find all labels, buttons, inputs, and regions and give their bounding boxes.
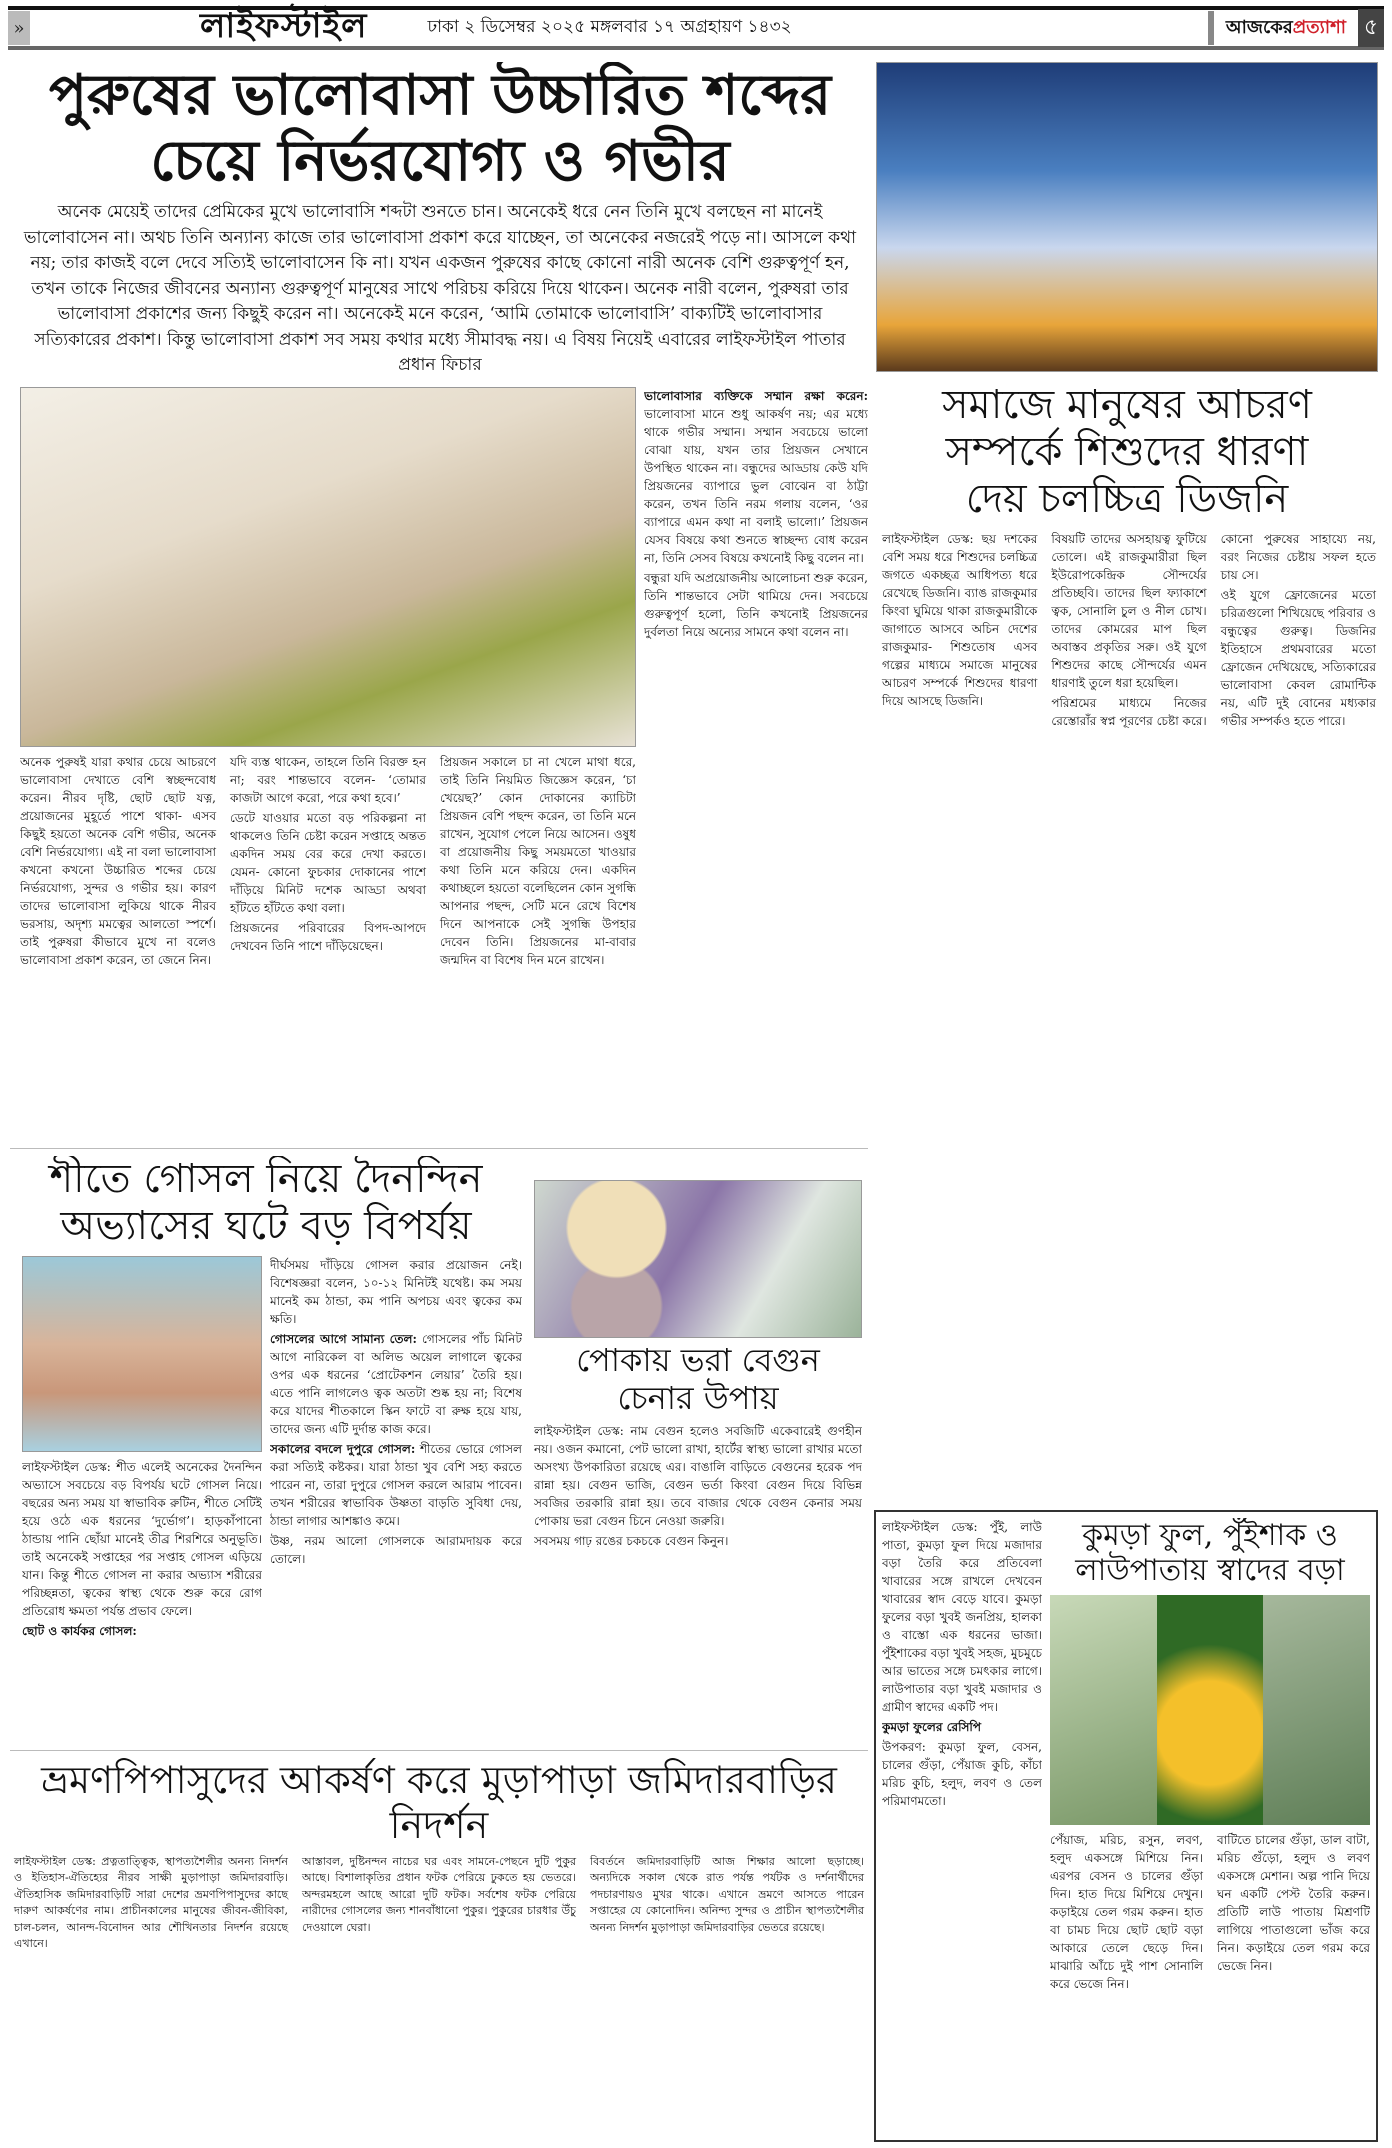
headline-line: সম্পর্কে শিশুদের ধারণা (945, 429, 1309, 476)
lead-side-column (644, 387, 868, 1142)
paragraph: প্রিয়জন সকালে চা না খেলে মাথা ধরে, তাই তিনি নিয়মিত জিজ্ঞেস করেন, ‘চা খেয়েছ?’ কোন দোকানের ক্যাচিটা প্রিয়জন বেশি পছন্দ করেন, তা তিনি মনে রাখেন, সুযোগ পেলে নিয়ে আসেন। ওষুধ বা প্রয়োজনীয় কিছু সময়মতো খাওয়ার কথা তিনি মনে করিয়ে দেন। একদিন কথাচ্ছলে হয়তো বলেছিলেন কোন সুগন্ধি আপনার পছন্দ, সেটি মনে রেখে বিশেষ দিনে আপনাকে সেই সুগন্ধি উপহার দেবেন তিনি। প্রিয়জনের মা-বাবার জন্মদিন বা বিশেষ দিন মনে রাখেন। (440, 754, 636, 967)
pumpkin-right (1050, 1518, 1370, 2134)
headline-line: অভ্যাসের ঘটে বড় বিপর্যয় (60, 1203, 472, 1250)
headline-line: লাউপাতায় স্বাদের বড়া (1075, 1553, 1345, 1589)
pumpkin-recipe-box (874, 1510, 1378, 2142)
paragraph: লাইফস্টাইল ডেস্ক: শীত এলেই অনেকের দৈনন্দিন অভ্যাসে সবচেয়ে বড় বিপর্যয় ঘটে গোসল নিয়ে। বছরের অন্য সময় যা স্বাভাবিক রুটিন, শীতে সেটিই হয়ে ওঠে এক ধরনের ‘দুর্ভোগ’। হাড়কাঁপানো ঠান্ডায় পানি ছোঁয়া মানেই তীব্র শিরশিরে অনুভূতি। তাই অনেকেই সপ্তাহের পর সপ্তাহ গোসল এড়িয়ে যান। কিন্তু শীতে গোসল না করার অভ্যাস শরীরের পরিচ্ছন্নতা, ত্বকের স্বাস্থ্য থেকে শুরু করে রোগ প্রতিরোধ ক্ষমতা পর্যন্ত প্রভাব ফেলে। (22, 1460, 262, 1619)
paragraph: দীর্ঘসময় দাঁড়িয়ে গোসল করার প্রয়োজন নেই। বিশেষজ্ঞরা বলেন, ১০-১২ মিনিটই যথেষ্ট। কম সময় মানেই কম ঠান্ডা, কম পানি অপচয় এবং ত্বকের কম ক্ষতি। (270, 1258, 522, 1327)
bath-body-left (22, 1458, 262, 1744)
paragraph: বন্ধুরা যদি অপ্রয়োজনীয় আলোচনা শুরু করেন, তিনি শান্তভাবে সেটা থামিয়ে দেন। সবচেয়ে গুরুত্বপূর্ণ হলো, তিনি কখনোই প্রিয়জনের দুর্বলতা নিয়ে অন্যের সামনে কথা বলেন না। (644, 570, 868, 639)
bath-left (22, 1256, 262, 1744)
paragraph: ভালোবাসা মানে শুধু আকর্ষণ নয়; এর মধ্যে থাকে গভীর সম্মান। সম্মান সবচেয়ে ভালো বোঝা যায়, যখন তার প্রিয়জন সেখানে উপস্থিত থাকেন না। বন্ধুদের আড্ডায় কেউ যদি প্রিয়জনের ব্যাপারে ভুল বোঝেন বা ঠাট্টা করেন, তখন তিনি নরম গলায় বলেন, ‘ওর ব্যাপারে এমন কথা না বলাই ভালো।’ প্রিয়জন যেসব বিষয়ে কথা শুনতে স্বাচ্ছন্দ্য বোধ করেন না, তিনি সেসব বিষয়ে কখনোই কিছু বলেন না। (644, 406, 868, 565)
zamindar-article (10, 1758, 868, 2142)
bath-content (10, 1256, 522, 1744)
divider (10, 1750, 868, 1751)
paragraph: গোসলের পাঁচ মিনিট আগে নারিকেল বা অলিভ অয়েল লাগালে ত্বকের ওপর এক ধরনের ‘প্রোটেকশন লেয়ার’ তৈরি হয়। এতে পানি লাগলেও ত্বক অতটা শুষ্ক হয় না; বিশেষ করে যাদের শীতকালে স্কিন ফাটে বা রুক্ষ হয়ে যায়, তাদের জন্য এটি দুর্দান্ত কাজ করে। (270, 1332, 522, 1437)
eggplant-article (534, 1180, 862, 1744)
subheading: সকালের বদলে দুপুরে গোসল: (270, 1442, 416, 1457)
eggplant-body (534, 1422, 862, 1745)
lead-headline-line2: চেয়ে নির্ভরযোগ্য ও গভীর (150, 128, 730, 195)
couple-photo (20, 387, 636, 747)
lead-article (10, 62, 870, 1142)
lead-headline (10, 62, 870, 194)
subheading: গোসলের আগে সামান্য তেল: (270, 1332, 417, 1347)
paragraph: বাটিতে চালের গুঁড়া, ডাল বাটা, মরিচ গুঁড়ো, হলুদ ও লবণ একসঙ্গে মেশান। অল্প পানি দিয়ে ঘন একটি পেস্ট তৈরি করুন। প্রতিটি লাউ পাতায় মিশ্রণটি লাগিয়ে পাতাগুলো ভাঁজ করে নিন। কড়াইয়ে তেল গরম করে ভেজে নিন। (1217, 1832, 1370, 1973)
paragraph: উপকরণ: কুমড়া ফুল, বেসন, চালের গুঁড়া, পেঁয়াজ কুচি, কাঁচা মরিচ কুচি, হলুদ, লবণ ও তেল পরিমাণমতো। (882, 1740, 1042, 1808)
pumpkin-method (1050, 1831, 1370, 2134)
disney-headline (876, 382, 1378, 524)
paragraph: লাইফস্টাইল ডেস্ক: ছয় দশকের বেশি সময় ধরে শিশুদের চলচ্চিত্র জগতে একচ্ছত্র আধিপত্য ধরে রেখেছে ডিজনি। ব্যাঙ রাজকুমার কিংবা ঘুমিয়ে থাকা রাজকুমারীকে জাগাতে আসবে অচিন দেশের রাজকুমার- শিশুতোষ এসব গল্পের মাধ্যমে সমাজে মানুষের আচরণ সম্পর্কে শিশুদের ধারণা দিয়ে আসছে ডিজনি। (882, 531, 1038, 708)
disney-body (876, 530, 1378, 1494)
logo-text-b: প্রত্যাশা (1292, 16, 1346, 38)
paragraph: অনেক পুরুষই যারা কথার চেয়ে আচরণে ভালোবাসা দেখাতে বেশি স্বচ্ছন্দবোধ করেন। নীরব দৃষ্টি, ছোট ছোট যত্ন, প্রয়োজনের মুহূর্তে পাশে থাকা- এসব কিছুই হয়তো অনেক বেশি গভীর, অনেক বেশি নির্ভরযোগ্য। এই না বলা ভালোবাসা কখনো কখনো উচ্চারিত শব্দের চেয়ে নির্ভরযোগ্য, সুন্দর ও গভীর হয়। কারণ তাদের ভালোবাসা লুকিয়ে থাকে নীরব ভরসায়, অদৃশ্য মমত্বের আলতো স্পর্শে। তাই পুরুষরা কীভাবে মুখে না বলেও ভালোবাসা প্রকাশ করেন, তা জেনে নিন। (20, 754, 216, 967)
paragraph: পরিশ্রমের মাধ্যমে নিজের রেস্তোরাঁর স্বপ্ন পূরণের চেষ্টা করে। কোনো পুরুষের সাহায্যে নয়, বরং নিজের চেষ্টায় সফল হতে চায় সে। (1051, 531, 1376, 728)
pumpkin-headline (1050, 1518, 1370, 1589)
subheading: ভালোবাসার ব্যক্তিকে সম্মান রক্ষা করেন: (644, 388, 868, 403)
lead-body (20, 753, 636, 1142)
pumpkin-photos (1050, 1595, 1370, 1825)
malabar-spinach-photo (1050, 1595, 1157, 1825)
subheading: ছোট ও কার্যকর গোসল: (22, 1624, 137, 1639)
headline-line: সমাজে মানুষের আচরণ (942, 382, 1312, 428)
bath-headline (10, 1156, 522, 1250)
page-number: ৫ (1358, 9, 1384, 47)
subheading: কুমড়া ফুলের রেসিপি (882, 1720, 982, 1734)
headline-line: দেয় চলচ্চিত্র ডিজনি (965, 476, 1289, 523)
lead-headline-line1: পুরুষের ভালোবাসা উচ্চারিত শব্দের (48, 62, 832, 128)
pumpkin-intro (882, 1518, 1042, 2134)
headline-line: চেনার উপায় (617, 1378, 779, 1417)
lead-main (20, 387, 636, 1142)
zamindar-headline: ভ্রমণপিপাসুদের আকর্ষণ করে মুড়াপাড়া জমিদারবাড়ির নিদর্শন (41, 1758, 837, 1847)
section-title: লাইফস্টাইল (200, 5, 368, 46)
zamindar-body (10, 1854, 868, 2142)
divider (10, 1148, 868, 1149)
newspaper-logo (1226, 13, 1346, 44)
gourd-leaf-photo (1263, 1595, 1370, 1825)
paragraph: পেঁয়াজ, মরিচ, রসুন, লবণ, হলুদ একসঙ্গে মিশিয়ে নিন। এরপর বেসন ও চালের গুঁড়া দিন। হাত দিয়ে মিশিয়ে দেখুন। কড়াইয়ে তেল গরম করুন। হাত বা চামচ দিয়ে ছোট ছোট বড়া আকারে তেলে ছেড়ে দিন। মাঝারি আঁচে দুই পাশ সোনালি করে ভেজে নিন। (1050, 1832, 1203, 1991)
paragraph: বিবর্তনে জমিদারবাড়িটি আজ শিক্ষার আলো ছড়াচ্ছে। অন্যদিকে সকাল থেকে রাত পর্যন্ত পর্যটক ও দর্শনার্থীদের পদচারণায়ও মুখর থাকে। এখানে ভ্রমণে আসতে পারেন সপ্তাহের যে কোনোদিন। অনিন্দ্য সুন্দর ও প্রাচীন স্থাপত্যশৈলীর অনন্য নিদর্শন মুড়াপাড়া জমিদারবাড়ির ভেতরে রয়েছে। (590, 1854, 864, 1934)
paragraph: ডেটে যাওয়ার মতো বড় পরিকল্পনা না থাকলেও তিনি চেষ্টা করেন সপ্তাহে অন্তত একদিন সময় বের করে দেখা করতে। যেমন- কোনো ফুচকার দোকানের পাশে দাঁড়িয়ে মিনিট দশেক আড্ডা অথবা হাঁটতে হাঁটতে কথা বলা। (230, 810, 426, 915)
logo-text-a: আজকের (1225, 16, 1293, 38)
eggplant-photo (534, 1180, 862, 1338)
paragraph: আস্তাবল, দুষ্টিনন্দন নাচের ঘর এবং সামনে-পেছনে দুটি পুকুর আছে। বিশালাকৃতির প্রধান ফটক পেরিয়ে ঢুকতে হয় ভেতরে। অন্দরমহলে আছে আরো দুটি ফটক। সর্বশেষ ফটক পেরিয়ে নারীদের গোসলের জন্য শানবাঁধানো পুকুর। পুকুরের চারধার উঁচু দেওয়ালে ঘেরা। (302, 1854, 576, 1934)
bath-article (10, 1156, 522, 1744)
paragraph: উষ্ণ, নরম আলো গোসলকে আরামদায়ক করে তোলে। (270, 1534, 522, 1567)
divider (1208, 11, 1214, 45)
headline-line: শীতে গোসল নিয়ে দৈনন্দিন (49, 1156, 483, 1202)
lead-deck: অনেক মেয়েই তাদের প্রেমিকের মুখে ভালোবাসি শব্দটা শুনতে চান। অনেকেই ধরে নেন তিনি মুখে বলছেন না মানেই ভালোবাসেন না। অথচ তিনি অন্যান্য কাজে তার ভালোবাসা প্রকাশ করে যাচ্ছেন, তা অনেকের নজরেই পড়ে না। আসলে কথা নয়; তার কাজই বলে দেবে সত্যিই ভালোবাসেন কি না। যখন একজন পুরুষের কাছে কোনো নারী অনেক বেশি গুরুত্বপূর্ণ হন, তখন তাকে নিজের জীবনের অন্যান্য গুরুত্বপূর্ণ মানুষের সাথে পরিচয় করিয়ে দিয়ে থাকেন। অনেক নারী বলেন, পুরুষরা তার ভালোবাসা প্রকাশের জন্য কিছুই করেন না। অনেকেই মনে করেন, ‘আমি তোমাকে ভালোবাসি’ বাক্যটিই ভালোবাসার সত্যিকারের প্রকাশ। কিন্তু ভালোবাসা প্রকাশ সব সময় কথার মধ্যে সীমাবদ্ধ নয়। এ বিষয় নিয়েই এবারের লাইফস্টাইল পাতার প্রধান ফিচার (23, 202, 857, 376)
chevron-right-icon: » (8, 11, 30, 45)
issue-date: ঢাকা ২ ডিসেম্বর ২০২৫ মঙ্গলবার ১৭ অগ্রহায়ণ ১৪৩২ (427, 17, 792, 37)
eggplant-headline (534, 1342, 862, 1418)
paragraph: লাইফস্টাইল ডেস্ক: পুঁই, লাউ পাতা, কুমড়া ফুল দিয়ে মজাদার বড়া তৈরি করে প্রতিবেলা খাবারের সঙ্গে রাখলে দেখবেন খাবারের স্বাদ বেড়ে যাবে। কুমড়া ফুলের বড়া খুবই জনপ্রিয়, হালকা ও বাস্তো এক ধরনের ভাজা। পুঁইশাকের বড়া খুবই সহজ, মুচমুচে আর ভাতের সঙ্গে চমৎকার লাগে। লাউপাতার বড়া খুবই মজাদার ও গ্রামীণ স্বাদের একটি পদ। (882, 1520, 1042, 1714)
paragraph: ওই যুগে ফ্রোজেনের মতো চরিত্রগুলো শিখিয়েছে পরিবার ও বন্ধুত্বের গুরুত্ব। ডিজনির ইতিহাসে প্রথমবারের মতো ফ্রোজেন দেখিয়েছে, সত্যিকারের ভালোবাসা কেবল রোমান্টিক নয়, এটি দুই বোনের মধ্যকার গভীর সম্পর্কও হতে পারে। (1220, 587, 1376, 728)
page-header (8, 6, 1384, 50)
paragraph: সবসময় গাঢ় রঙের চকচকে বেগুন কিনুন। (534, 1533, 729, 1548)
paragraph: বিষয়টি তাদের অসহায়ত্ব ফুটিয়ে তোলে। এই রাজকুমারীরা ছিল ইউরোপকেন্দ্রিক সৌন্দর্যের প্রতিচ্ছবি। তাদের ছিল ফ্যাকাশে ত্বক, সোনালি চুল ও নীল চোখ। তাদের কোমরের মাপ ছিল অবাস্তব প্রকৃতির সরু। ওই যুগে শিশুদের কাছে সৌন্দর্যের এমন ধারণাই তুলে ধরা হয়েছিল। (1051, 531, 1207, 690)
paragraph: প্রিয়জনের পরিবারের বিপদ-আপদে দেখবেন তিনি পাশে দাঁড়িয়েছেন। (230, 920, 426, 953)
pumpkin-flower-photo (1157, 1595, 1264, 1825)
disney-article (876, 62, 1378, 1494)
paragraph: লাইফস্টাইল ডেস্ক: প্রত্নতাত্ত্বিক, স্থাপত্যশৈলীর অনন্য নিদর্শন ও ইতিহাস-ঐতিহ্যের নীরব সাক্ষী মুড়াপাড়া জমিদারবাড়ি। ঐতিহাসিক জমিদারবাড়িটি সারা দেশের ভ্রমণপিপাসুদের কাছে দারুণ আকর্ষণের নাম। প্রাচীনকালের মানুষের জীবন-জীবিকা, চাল-চলন, আনন্দ-বিনোদন আর শৌখিনতার নিদর্শন রয়েছে এখানে। (14, 1854, 288, 1951)
lead-content (10, 387, 870, 1142)
bath-body-right (270, 1256, 522, 1744)
paragraph: শীতের ভোরে গোসল করা সত্যিই কষ্টকর। যারা ঠান্ডা খুব বেশি সহ্য করতে পারেন না, তারা দুপুরে গোসল করলে আরাম পাবেন। তখন শরীরের স্বাভাবিক উষ্ণতা বাড়তি সুবিধা দেয়, ঠান্ডা লাগার আশঙ্কাও কমে। (270, 1442, 522, 1529)
headline-line: পোকায় ভরা বেগুন (576, 1341, 820, 1379)
paragraph: যদি ব্যস্ত থাকেন, তাহলে তিনি বিরক্ত হন না; বরং শান্তভাবে বলেন- ‘তোমার কাজটা আগে করো, পরে কথা হবে।’ (230, 754, 426, 805)
headline-line: কুমড়া ফুল, পুঁইশাক ও (1082, 1518, 1338, 1553)
paragraph: লাইফস্টাইল ডেস্ক: নাম বেগুন হলেও সবজিটি একেবারেই গুণহীন নয়। ওজন কমানো, পেট ভালো রাখা, হার্টের স্বাস্থ্য ভালো রাখার মতো অসংখ্য উপকারিতা রয়েছে এর। বাঙালি বাড়িতে বেগুনের হরেক পদ রান্না হয়। বেগুন ভাজি, বেগুন ভর্তা কিংবা বেগুন দিয়ে বিভিন্ন সবজির তরকারি রান্না হয়। তবে বাজার থেকে বেগুন কেনার সময় পোকায় ভরা বেগুন চিনে নেওয়া জরুরি। (534, 1423, 862, 1528)
disney-princesses-image (876, 62, 1378, 372)
man-bathing-cold-water-photo (22, 1256, 262, 1452)
